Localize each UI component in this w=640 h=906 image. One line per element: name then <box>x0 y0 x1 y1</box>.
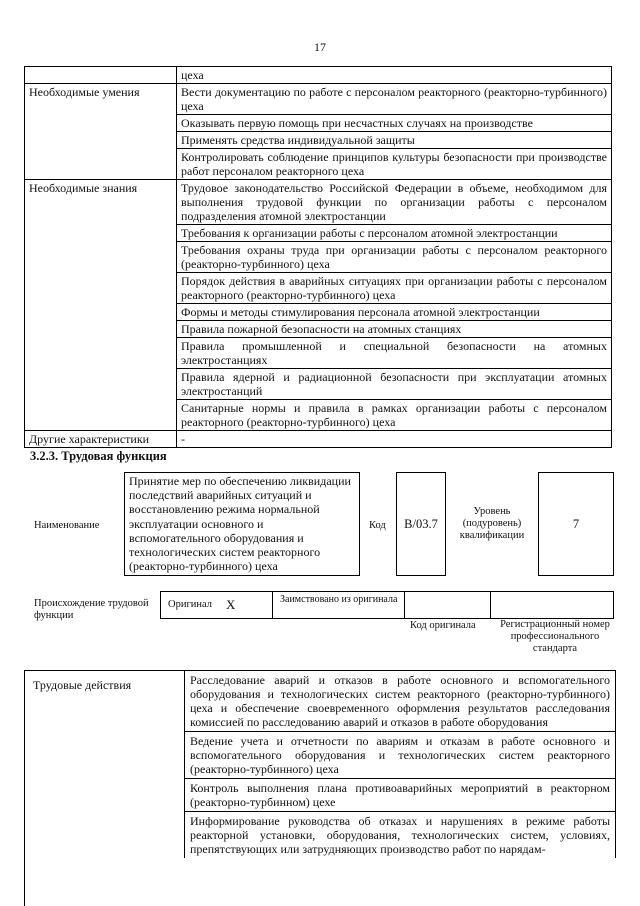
list-item: Правила пожарной безопасности на атомных станциях <box>177 321 612 338</box>
list-item: Требования охраны труда при организации работы с персоналом реакторного (реакторно-турбинного) цеха <box>177 242 612 273</box>
list-item: Трудовое законодательство Российской Федерации в объеме, необходимом для выполнения трудовой функции по организации работы с персоналом подразделения атомной электростанции <box>177 180 612 225</box>
table-row <box>25 431 612 448</box>
list-item: Требования к организации работы с персоналом атомной электростанции <box>177 225 612 242</box>
borrowed-label: Заимствовано из оригинала <box>280 594 398 605</box>
table-row <box>25 67 612 84</box>
qualification-level: 7 <box>538 472 614 576</box>
section-title: 3.2.3. Трудовая функция <box>30 449 167 463</box>
list-item: Контроль выполнения плана противоаварийных мероприятий в реакторном (реакторно-турбинном) цехе <box>185 779 616 812</box>
list-item: Применять средства индивидуальной защиты <box>177 132 612 149</box>
original-mark: X <box>226 597 236 612</box>
labor-actions-label-cell <box>24 670 185 906</box>
row-label-other: Другие характеристики <box>25 431 177 448</box>
list-item: Санитарные нормы и правила в рамках организации работы с персоналом реакторного (реакторно-турбинного) цеха <box>177 400 612 431</box>
labor-actions-table <box>184 670 616 858</box>
level-label: Уровень (подуровень) квалификации <box>459 506 525 541</box>
list-item: Порядок действия в аварийных ситуациях при организации работы с персоналом реакторного (реакторно-турбинного) цеха <box>177 273 612 304</box>
requirements-table <box>24 66 612 448</box>
original-label: Оригинал <box>168 599 212 610</box>
list-item: цеха <box>177 67 612 84</box>
labor-actions-label: Трудовые действия <box>33 678 132 692</box>
code-original-label: Код оригинала <box>410 620 476 631</box>
list-item: Расследование аварий и отказов в работе основного и вспомогательного оборудования и технологических систем реакторного (реакторно-турбинного) цеха и обеспечение своевременного оформления результатов расследования комиссией по расследованию аварий и отказов в работе оборудования <box>185 671 616 732</box>
row-label-knowledge: Необходимые знания <box>25 180 177 431</box>
function-code: B/03.7 <box>396 472 446 576</box>
list-item: Ведение учета и отчетности по авариям и отказам в работе основного и вспомогательного оборудования и технологических систем реакторного (реакторно-турбинного) цеха <box>185 732 616 779</box>
function-name: Принятие мер по обеспечению ликвидации последствий аварийных ситуаций и восстановлению режима нормальной эксплуатации основного и вспомогательного оборудования и технологических систем реакторного (реакторно-турбинного) цеха <box>124 472 360 576</box>
list-item: Правила промышленной и специальной безопасности на атомных электростанциях <box>177 338 612 369</box>
list-item: Контролировать соблюдение принципов культуры безопасности при производстве работ персоналом реакторного цеха <box>177 149 612 180</box>
list-item: - <box>177 431 612 448</box>
list-item: Информирование руководства об отказах и нарушениях в режиме работы реакторной установки, оборудования, технологических систем, условиях, препятствующих или затрудняющих производство работ по нарядам- <box>185 812 616 859</box>
list-item: Оказывать первую помощь при несчастных случаях на производстве <box>177 115 612 132</box>
list-item: Вести документацию по работе с персоналом реакторного (реакторно-турбинного) цеха <box>177 84 612 115</box>
row-label-skills: Необходимые умения <box>25 84 177 180</box>
page-number: 17 <box>314 40 326 54</box>
name-label: Наименование <box>34 520 100 531</box>
reg-number-label: Регистрационный номер профессионального стандарта <box>500 619 610 654</box>
table-row <box>25 180 612 225</box>
table-row <box>25 84 612 115</box>
origin-label: Происхождение трудовой функции <box>34 598 149 621</box>
list-item: Правила ядерной и радиационной безопасности при эксплуатации атомных электростанций <box>177 369 612 400</box>
list-item: Формы и методы стимулирования персонала атомной электростанции <box>177 304 612 321</box>
row-label <box>25 67 177 84</box>
code-label: Код <box>369 520 386 531</box>
